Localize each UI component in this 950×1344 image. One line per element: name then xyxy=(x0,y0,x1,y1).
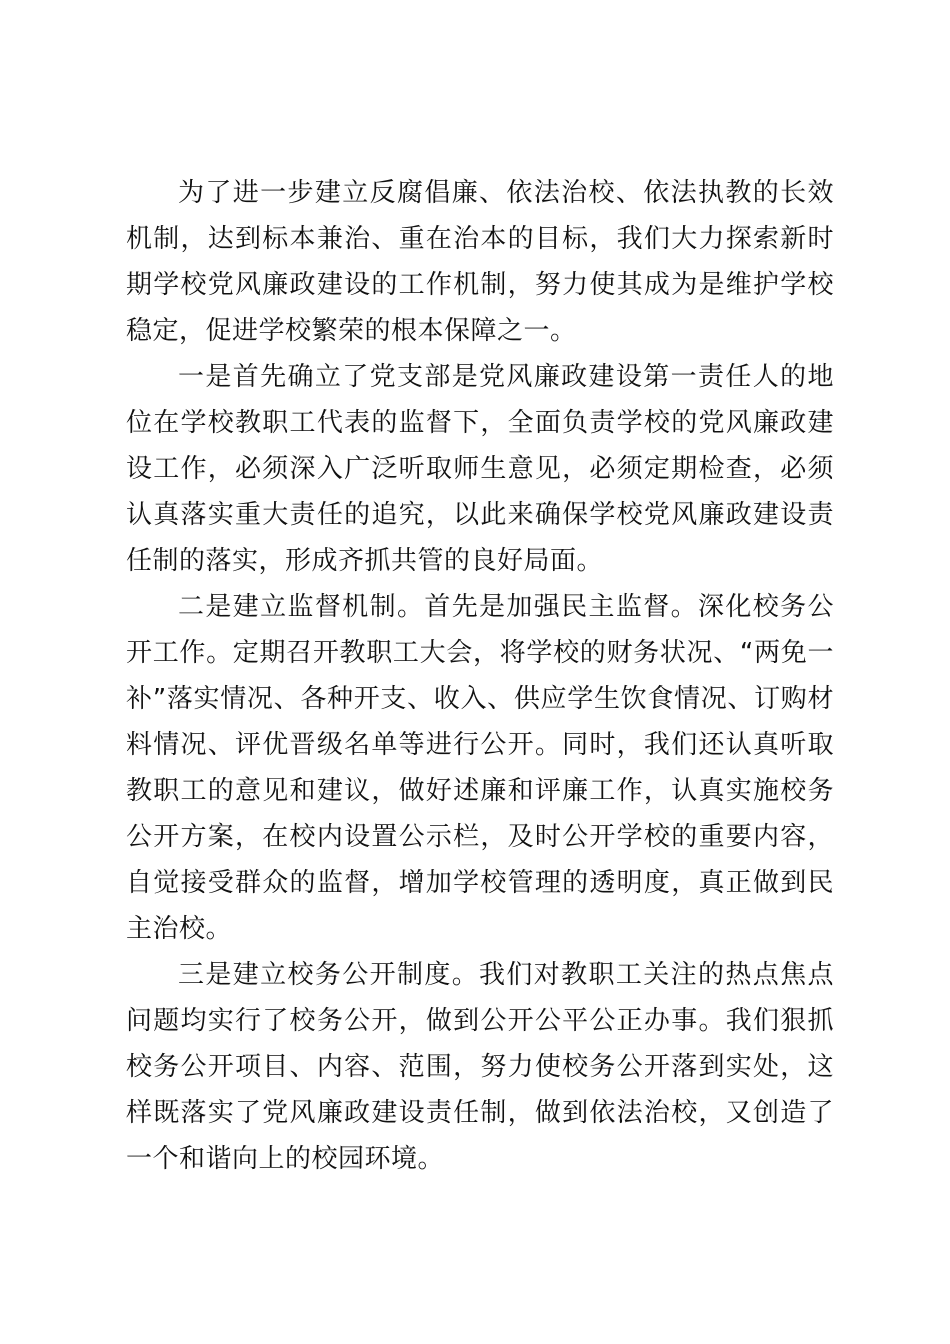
paragraph-point-one: 一是首先确立了党支部是党风廉政建设第一责任人的地位在学校教职工代表的监督下，全面负责学校的党风廉政建设工作，必须深入广泛听取师生意见，必须定期检查，必须认真落实重大责任的追究，以此来确保学校党风廉政建设责任制的落实，形成齐抓共管的良好局面。 xyxy=(126,362,834,576)
paragraph-point-two: 二是建立监督机制。首先是加强民主监督。深化校务公开工作。定期召开教职工大会，将学校的财务状况、“两免一补”落实情况、各种开支、收入、供应学生饮食情况、订购材料情况、评优晋级名单等进行公开。同时，我们还认真听取教职工的意见和建议，做好述廉和评廉工作，认真实施校务公开方案，在校内设置公示栏，及时公开学校的重要内容，自觉接受群众的监督，增加学校管理的透明度，真正做到民主治校。 xyxy=(126,592,834,944)
paragraph-intro: 为了进一步建立反腐倡廉、依法治校、依法执教的长效机制，达到标本兼治、重在治本的目标，我们大力探索新时期学校党风廉政建设的工作机制，努力使其成为是维护学校稳定，促进学校繁荣的根本保障之一。 xyxy=(126,178,834,346)
document-body xyxy=(126,170,834,1182)
paragraph-point-three: 三是建立校务公开制度。我们对教职工关注的热点焦点问题均实行了校务公开，做到公开公平公正办事。我们狠抓校务公开项目、内容、范围，努力使校务公开落到实处，这样既落实了党风廉政建设责任制，做到依法治校，又创造了一个和谐向上的校园环境。 xyxy=(126,960,834,1174)
